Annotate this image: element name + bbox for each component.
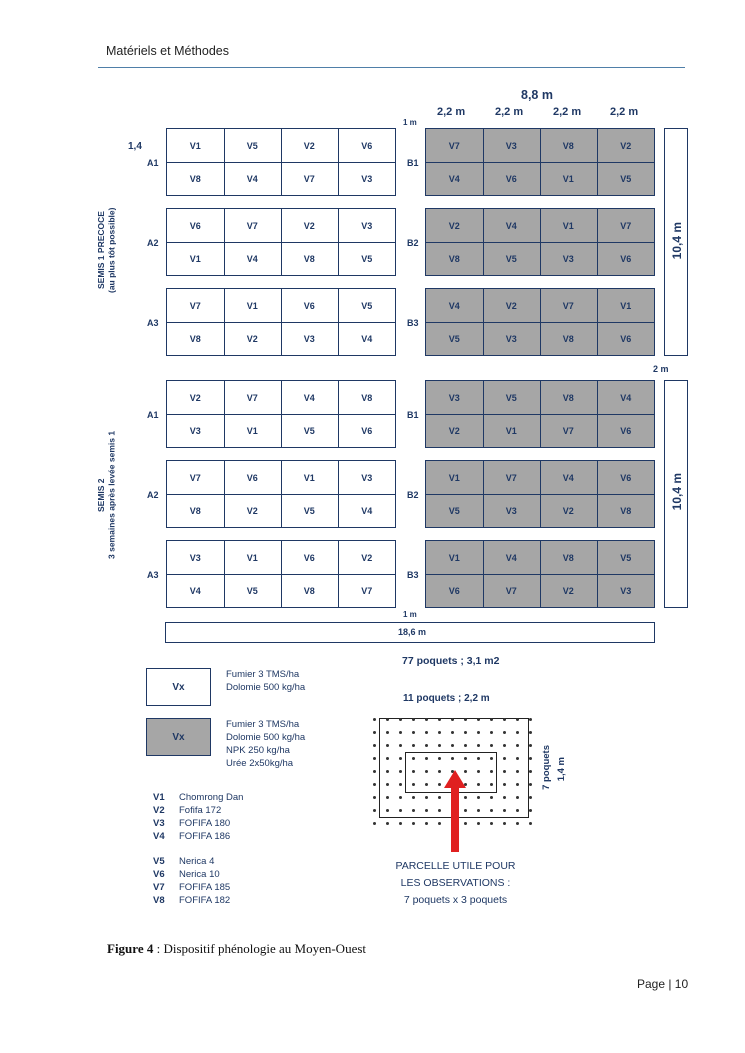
caption-text: : Dispositif phénologie au Moyen-Ouest	[153, 941, 367, 956]
plot-block-semis1-a2	[166, 208, 396, 276]
poquet-dot	[516, 783, 519, 786]
plot-cell: V1	[597, 289, 655, 323]
col-width-2: 2,2 m	[495, 106, 524, 118]
plot-cell: V4	[167, 574, 225, 608]
useful-plot-text	[378, 858, 533, 909]
variety-name: Nerica 4	[179, 856, 215, 867]
plot-block-semis2-a1	[166, 380, 396, 448]
plot-cell: V7	[224, 209, 282, 243]
legend-white-line: Dolomie 500 kg/ha	[226, 682, 306, 693]
poquet-dot	[477, 731, 480, 734]
page-number: Page | 10	[637, 977, 689, 991]
poquet-dot	[399, 770, 402, 773]
poquet-dot	[477, 770, 480, 773]
plot-cell: V5	[426, 494, 484, 528]
legend-gray-line: Dolomie 500 kg/ha	[226, 732, 306, 743]
block-label: A3	[147, 318, 159, 328]
plot-cell: V7	[281, 162, 339, 196]
plot-cell: V3	[540, 242, 598, 276]
block-label: B2	[407, 238, 419, 248]
poquet-dot	[399, 783, 402, 786]
plot-cell: V6	[483, 162, 541, 196]
poquet-dot	[399, 744, 402, 747]
poquet-dot	[386, 770, 389, 773]
col-width-1: 2,2 m	[437, 106, 466, 118]
plot-cell: V2	[224, 494, 282, 528]
poquets-row-label: 11 poquets ; 2,2 m	[403, 693, 490, 704]
poquet-dot	[425, 744, 428, 747]
poquet-dot	[477, 744, 480, 747]
variety-code: V6	[153, 869, 165, 880]
plot-cell: V7	[483, 574, 541, 608]
poquet-dot	[503, 731, 506, 734]
poquet-dot	[529, 744, 532, 747]
plot-cell: V6	[620, 334, 632, 344]
variety-code: V1	[153, 792, 165, 803]
plot-cell: V5	[597, 541, 655, 575]
variety-item	[153, 817, 243, 830]
poquet-dot	[529, 809, 532, 812]
poquet-dot	[516, 822, 519, 825]
plot-cell: V1	[426, 461, 484, 495]
poquet-dot	[373, 757, 376, 760]
plot-cell: V3	[620, 586, 632, 596]
legend-gray-line: Urée 2x50kg/ha	[226, 758, 294, 769]
poquet-dot	[399, 757, 402, 760]
variety-name: Fofifa 172	[179, 805, 222, 816]
poquet-dot	[464, 744, 467, 747]
useful-plot-line: 7 poquets x 3 poquets	[403, 894, 508, 906]
plot-cell: V3	[338, 209, 396, 243]
poquet-dot	[451, 731, 454, 734]
useful-plot-line: LES OBSERVATIONS :	[400, 877, 511, 889]
plot-block-semis2-b1	[425, 380, 655, 448]
poquet-dot	[425, 731, 428, 734]
plot-cell: V6	[224, 461, 282, 495]
poquets-total-label: 77 poquets ; 3,1 m2	[402, 655, 500, 667]
poquet-dot	[386, 718, 389, 721]
plot-cell: V3	[361, 174, 373, 184]
height-label-2: 10,4 m	[670, 473, 684, 511]
height-label-1: 10,4 m	[670, 222, 684, 260]
poquet-dot	[438, 718, 441, 721]
plot-block-semis1-a1	[166, 128, 396, 196]
poquet-dot	[503, 718, 506, 721]
plot-cell: V4	[224, 242, 282, 276]
plot-cell: V3	[167, 541, 225, 575]
plot-cell: V6	[281, 541, 339, 575]
plot-cell: V5	[361, 254, 373, 264]
total-length-label: 18,6 m	[398, 627, 427, 637]
poquet-dot	[438, 731, 441, 734]
block-label: A3	[147, 570, 159, 580]
poquet-dot	[529, 718, 532, 721]
plot-cell: V1	[167, 242, 225, 276]
caption-label: Figure 4	[107, 941, 154, 956]
poquet-dot	[477, 757, 480, 760]
variety-name: FOFIFA 185	[179, 882, 231, 893]
poquet-dot	[516, 796, 519, 799]
figure-caption	[107, 941, 366, 957]
poquet-dot	[516, 718, 519, 721]
poquet-dot	[373, 744, 376, 747]
legend-white-box: Vx	[146, 668, 211, 706]
plot-cell: V5	[224, 574, 282, 608]
poquet-dot	[386, 744, 389, 747]
block-label: B3	[407, 570, 419, 580]
poquet-dot	[399, 796, 402, 799]
col-width-4: 2,2 m	[610, 106, 639, 118]
poquet-dot	[373, 731, 376, 734]
variety-code: V2	[153, 805, 165, 816]
plot-cell: V4	[281, 381, 339, 415]
plot-cell: V4	[597, 381, 655, 415]
plot-block-semis1-b1	[425, 128, 655, 196]
poquet-dot	[490, 796, 493, 799]
poquet-dot	[516, 809, 519, 812]
variety-code: V3	[153, 818, 165, 829]
semis1-line1: SEMIS 1 PRECOCE	[96, 211, 106, 289]
poquet-dot	[373, 822, 376, 825]
poquet-dot	[477, 796, 480, 799]
plot-cell: V2	[281, 209, 339, 243]
poquet-dot	[399, 718, 402, 721]
variety-list-2	[153, 855, 230, 907]
variety-item	[153, 791, 243, 804]
poquet-dot	[425, 718, 428, 721]
poquet-dot	[386, 822, 389, 825]
plot-cell: V6	[426, 574, 484, 608]
plot-cell: V3	[426, 381, 484, 415]
plot-cell: V1	[483, 414, 541, 448]
plot-cell: V3	[483, 322, 541, 356]
poquet-dot	[451, 757, 454, 760]
poquet-dot	[412, 770, 415, 773]
poquet-dot	[516, 731, 519, 734]
block-label: A1	[147, 410, 159, 420]
row-height-label: 1,4	[128, 141, 142, 152]
variety-code: V8	[153, 895, 165, 906]
block-label: A2	[147, 238, 159, 248]
poquet-dot	[412, 744, 415, 747]
plot-cell: V6	[620, 254, 632, 264]
plot-cell: V7	[483, 461, 541, 495]
poquet-dot	[464, 718, 467, 721]
poquet-dot	[490, 770, 493, 773]
poquet-dot	[529, 783, 532, 786]
poquet-dot	[399, 731, 402, 734]
plot-cell: V3	[338, 461, 396, 495]
plot-cell: V4	[540, 461, 598, 495]
plot-cell: V5	[620, 174, 632, 184]
poquet-dot	[425, 822, 428, 825]
poquet-dot	[386, 796, 389, 799]
plot-cell: V5	[338, 289, 396, 323]
variety-name: FOFIFA 182	[179, 895, 231, 906]
legend-white-text	[226, 668, 305, 694]
plot-cell: V5	[224, 129, 282, 163]
plot-cell: V7	[361, 586, 373, 596]
legend-gray-text	[226, 718, 305, 770]
plot-cell: V4	[361, 334, 373, 344]
poquet-dot	[529, 822, 532, 825]
plot-cell: V3	[281, 322, 339, 356]
plot-cell: V4	[483, 541, 541, 575]
plot-cell: V8	[540, 541, 598, 575]
plot-cell: V8	[281, 242, 339, 276]
plot-cell: V3	[167, 414, 225, 448]
poquet-dot	[477, 783, 480, 786]
poquet-dot	[490, 718, 493, 721]
poquet-dot	[490, 822, 493, 825]
poquet-dot	[386, 783, 389, 786]
plot-cell: V6	[167, 209, 225, 243]
poquet-dot	[386, 731, 389, 734]
header-rule	[98, 67, 685, 68]
legend-gray-line: NPK 250 kg/ha	[226, 745, 290, 756]
poquet-dot	[451, 744, 454, 747]
plot-cell: V4	[224, 162, 282, 196]
plot-cell: V6	[620, 426, 632, 436]
poquet-dot	[516, 770, 519, 773]
legend-white-line: Fumier 3 TMS/ha	[226, 669, 300, 680]
block-label: B2	[407, 490, 419, 500]
plot-cell: V2	[338, 541, 396, 575]
plot-cell: V4	[483, 209, 541, 243]
poquet-dot	[373, 718, 376, 721]
plot-cell: V5	[483, 242, 541, 276]
plot-cell: V5	[483, 381, 541, 415]
poquet-dot	[425, 796, 428, 799]
plot-cell: V8	[167, 162, 225, 196]
plot-cell: V1	[224, 289, 282, 323]
semis2-line2: 3 semaines après levée semis 1	[106, 430, 117, 560]
plot-cell: V1	[167, 129, 225, 163]
plot-cell: V8	[281, 574, 339, 608]
plot-cell: V4	[361, 506, 373, 516]
plot-cell: V7	[540, 414, 598, 448]
plot-cell: V4	[426, 162, 484, 196]
plot-cell: V7	[167, 289, 225, 323]
useful-plot-line: PARCELLE UTILE POUR	[395, 860, 516, 872]
plot-cell: V3	[483, 129, 541, 163]
plot-block-semis2-a2	[166, 460, 396, 528]
poquet-dot	[516, 757, 519, 760]
col-length-label: 1,4 m	[556, 757, 567, 782]
plot-cell: V5	[281, 494, 339, 528]
block-label: A1	[147, 158, 159, 168]
poquet-dot	[373, 809, 376, 812]
plot-cell: V6	[597, 461, 655, 495]
variety-list-1	[153, 791, 243, 843]
plot-cell: V8	[167, 322, 225, 356]
poquet-dot	[373, 770, 376, 773]
plot-cell: V8	[540, 129, 598, 163]
poquet-dot	[529, 731, 532, 734]
legend-gray-box: Vx	[146, 718, 211, 756]
poquet-dot	[425, 783, 428, 786]
plot-cell: V1	[540, 162, 598, 196]
plot-cell: V2	[540, 574, 598, 608]
plot-cell: V6	[338, 129, 396, 163]
plot-cell: V8	[167, 494, 225, 528]
variety-item	[153, 804, 243, 817]
legend-gray-line: Fumier 3 TMS/ha	[226, 719, 300, 730]
plot-cell: V1	[224, 541, 282, 575]
variety-item	[153, 855, 230, 868]
block-label: B3	[407, 318, 419, 328]
poquet-dot	[425, 757, 428, 760]
plot-cell: V2	[426, 414, 484, 448]
plot-cell: V7	[597, 209, 655, 243]
semis1-label	[96, 200, 117, 300]
poquet-dot	[412, 731, 415, 734]
variety-name: Chomrong Dan	[179, 792, 244, 803]
poquet-dot	[490, 757, 493, 760]
plot-block-semis2-a3	[166, 540, 396, 608]
poquet-dot	[412, 757, 415, 760]
poquet-dot	[425, 809, 428, 812]
variety-item	[153, 868, 230, 881]
poquet-dot	[412, 822, 415, 825]
plot-cell: V7	[540, 289, 598, 323]
variety-code: V5	[153, 856, 165, 867]
plot-cell: V2	[483, 289, 541, 323]
poquet-dot	[477, 822, 480, 825]
poquet-dot	[529, 796, 532, 799]
gap-mid-label: 2 m	[653, 364, 669, 374]
plot-cell: V8	[338, 381, 396, 415]
semis2-label	[96, 420, 117, 570]
block-label: B1	[407, 410, 419, 420]
plot-cell: V1	[281, 461, 339, 495]
plot-cell: V8	[540, 322, 598, 356]
poquet-dot	[490, 809, 493, 812]
plot-block-semis2-b3	[425, 540, 655, 608]
plot-cell: V2	[224, 322, 282, 356]
gap-top-label: 1 m	[403, 118, 417, 127]
variety-name: Nerica 10	[179, 869, 220, 880]
plot-cell: V8	[540, 381, 598, 415]
plot-cell: V2	[281, 129, 339, 163]
poquet-dot	[529, 770, 532, 773]
plot-cell: V3	[483, 494, 541, 528]
variety-name: FOFIFA 186	[179, 831, 231, 842]
poquet-dot	[490, 783, 493, 786]
plot-cell: V8	[620, 506, 632, 516]
poquet-dot	[503, 770, 506, 773]
poquet-dot	[503, 796, 506, 799]
poquet-dot	[529, 757, 532, 760]
plot-cell: V1	[426, 541, 484, 575]
plot-cell: V5	[281, 414, 339, 448]
poquet-dot	[477, 809, 480, 812]
variety-code: V4	[153, 831, 165, 842]
poquet-dot	[412, 718, 415, 721]
poquet-dot	[503, 809, 506, 812]
variety-item	[153, 881, 230, 894]
plot-block-semis1-b3	[425, 288, 655, 356]
poquet-dot	[503, 757, 506, 760]
plot-cell: V2	[167, 381, 225, 415]
plot-cell: V2	[426, 209, 484, 243]
plot-cell: V6	[281, 289, 339, 323]
poquet-dot	[386, 809, 389, 812]
variety-name: FOFIFA 180	[179, 818, 231, 829]
variety-item	[153, 894, 230, 907]
poquets-col-label: 7 poquets	[541, 745, 552, 790]
poquet-dot	[386, 757, 389, 760]
poquet-dot	[438, 757, 441, 760]
plot-block-semis2-b2	[425, 460, 655, 528]
semis1-line2: (au plus tôt possible)	[106, 207, 117, 293]
gap-bottom-label: 1 m	[403, 610, 417, 619]
variety-code: V7	[153, 882, 165, 893]
poquet-dot	[399, 809, 402, 812]
plot-cell: V1	[224, 414, 282, 448]
plot-block-semis1-a3	[166, 288, 396, 356]
poquet-dot	[451, 718, 454, 721]
poquet-dot	[516, 744, 519, 747]
plot-cell: V4	[426, 289, 484, 323]
block-label: A2	[147, 490, 159, 500]
col-width-3: 2,2 m	[553, 106, 582, 118]
plot-cell: V2	[540, 494, 598, 528]
poquet-dot	[425, 770, 428, 773]
plot-cell: V7	[167, 461, 225, 495]
poquet-dot	[490, 744, 493, 747]
poquet-dot	[412, 809, 415, 812]
poquet-dot	[373, 796, 376, 799]
plot-cell: V1	[540, 209, 598, 243]
block-label: B1	[407, 158, 419, 168]
total-width-label: 8,8 m	[521, 88, 553, 102]
poquet-dot	[477, 718, 480, 721]
poquet-dot	[503, 822, 506, 825]
poquet-dot	[438, 744, 441, 747]
poquet-dot	[412, 783, 415, 786]
plot-cell: V6	[361, 426, 373, 436]
poquet-dot	[490, 731, 493, 734]
poquet-dot	[412, 796, 415, 799]
plot-cell: V7	[426, 129, 484, 163]
poquet-dot	[399, 822, 402, 825]
variety-item	[153, 830, 243, 843]
plot-block-semis1-b2	[425, 208, 655, 276]
poquet-dot	[373, 783, 376, 786]
poquet-dot	[503, 783, 506, 786]
red-arrow-icon	[440, 770, 470, 852]
poquet-dot	[464, 757, 467, 760]
page-header-title: Matériels et Méthodes	[106, 44, 229, 58]
plot-cell: V7	[224, 381, 282, 415]
plot-cell: V2	[597, 129, 655, 163]
plot-cell: V5	[426, 322, 484, 356]
poquet-dot	[464, 731, 467, 734]
poquet-dot	[503, 744, 506, 747]
plot-cell: V8	[426, 242, 484, 276]
semis2-line1: SEMIS 2	[96, 478, 106, 512]
